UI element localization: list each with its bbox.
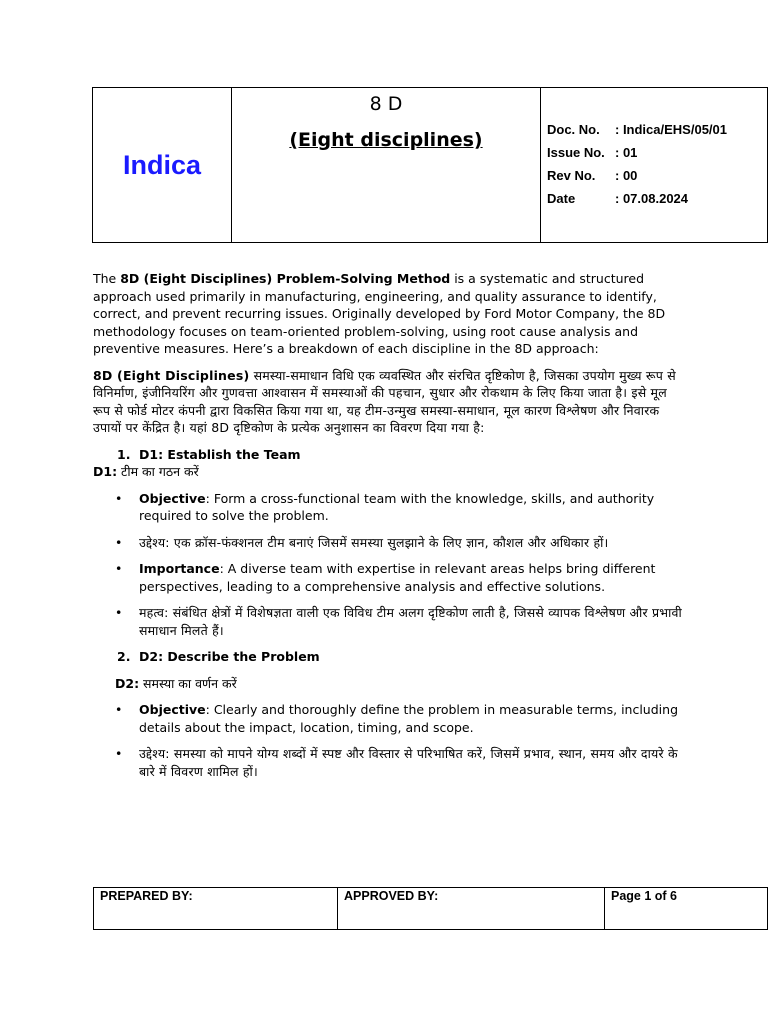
hindi-intro-bold: 8D (Eight Disciplines) [93,367,250,383]
d1-hindi-heading [93,463,683,481]
rev-no-row [547,164,767,187]
page-number-cell: Page 1 of 6 [611,889,677,903]
d1-importance-text: : A diverse team with expertise in relevant areas helps bring different perspectives, leading to a comprehensive analysis and effective solutions. [139,561,656,594]
doc-title-line1: 8 D [369,93,403,115]
d1-objective-text: : Form a cross-functional team with the knowledge, skills, and authority required to solve the problem. [139,490,655,523]
doc-no-row [547,118,767,141]
d1-hindi-title: टीम का गठन करें [117,464,199,479]
approved-by-cell: APPROVED BY: [338,888,605,929]
intro-prefix: The [93,271,121,286]
document-footer-table [93,887,768,930]
bullet-icon: • [115,702,123,717]
bullet-icon: • [115,534,123,550]
d1-hindi-objective: उद्देश्य: एक क्रॉस-फंक्शनल टीम बनाएं जिसमें समस्या सुलझाने के लिए ज्ञान, कौशल और अधिकार हों। [139,534,609,550]
hindi-intro-text: समस्या-समाधान विधि एक व्यवस्थित और संरचित दृष्टिकोण है, जिसका उपयोग मुख्य रूप से विनिर्माण, इंजीनियरिंग और गुणवत्ता आश्वासन में समस्याओं की पहचान, सुधार और रोकथाम के लिए किया जाता है। इसे मूल रूप से फोर्ड मोटर कंपनी द्वारा विकसित किया गया था, यह टीम-उन्मुख समस्या-समाधान, मूल कारण विश्लेषण और निवारक उपायों पर केंद्रित है। यहां 8D दृष्टिकोण के प्रत्येक अनुशासन का विवरण दिया गया है: [93,367,676,435]
d1-objective-label: Objective [139,490,206,506]
bullet-icon: • [115,561,123,576]
rev-no-value: : 00 [615,168,638,183]
title-cell [232,88,541,242]
date-label: Date [547,191,576,206]
d2-title: D2: Describe the Problem [139,649,320,664]
d2-hindi-prefix: D2: [115,675,140,691]
doc-no-value: : Indica/EHS/05/01 [615,122,727,137]
d1-hindi-importance: महत्व: संबंधित क्षेत्रों में विशेषज्ञता वाली एक विविध टीम अलग दृष्टिकोण लाती है, जिससे व्यापक विश्लेषण और प्रभावी समाधान मिलते हैं। [139,605,682,638]
d1-number: 1. [117,446,131,462]
d2-objective-label: Objective [139,702,206,717]
list-item [115,560,683,595]
bullet-icon: • [115,605,123,620]
logo-cell [93,88,232,242]
bullet-icon: • [115,746,123,761]
list-item [115,701,683,736]
d1-hindi-prefix: D1: [93,464,118,479]
prepared-by-cell: PREPARED BY: [94,888,338,929]
document-header-table [92,87,768,243]
d1-title: D1: Establish the Team [139,446,301,462]
intro-text: is a systematic and structured approach used primarily in manufacturing, engineering, and quality assurance to identify, correct, and prevent recurring issues. Originally developed by Ford Motor Company, the 8D methodology focuses on team-oriented problem-solving, using root cause analysis and preventive measures. Here’s a breakdown of each discipline in the 8D approach: [93,271,666,356]
intro-bold: 8D (Eight Disciplines) Problem-Solving Method [120,271,451,286]
date-row [547,187,767,210]
list-item [115,490,683,525]
d2-objective-text: : Clearly and thoroughly define the problem in measurable terms, including details about the impact, location, timing, and scope. [139,702,678,735]
intro-paragraph [93,270,683,358]
d2-hindi-title: समस्या का वर्णन करें [139,675,237,691]
issue-no-row [547,141,767,164]
hindi-intro-paragraph [93,367,683,437]
d2-number: 2. [117,649,131,664]
issue-no-value: : 01 [615,145,638,160]
d1-heading [117,446,683,464]
company-logo: Indica [122,149,202,180]
doc-no-label: Doc. No. [547,122,600,137]
d1-importance-label: Importance [139,561,220,576]
doc-title-line2: (Eight disciplines) [289,129,483,151]
rev-no-label: Rev No. [547,168,596,183]
date-value: : 07.08.2024 [615,191,689,206]
document-body [93,270,683,789]
d2-heading [117,648,683,666]
doc-info-cell [541,88,767,242]
issue-no-label: Issue No. [547,145,605,160]
list-item [115,534,683,552]
d2-hindi-heading [115,675,683,693]
list-item [115,604,683,639]
list-item [115,745,683,780]
d2-hindi-objective: उद्देश्य: समस्या को मापने योग्य शब्दों में स्पष्ट और विस्तार से परिभाषित करें, जिसमें प्रभाव, स्थान, समय और दायरे के बारे में विवरण शामिल हों। [139,746,678,779]
bullet-icon: • [115,490,123,506]
